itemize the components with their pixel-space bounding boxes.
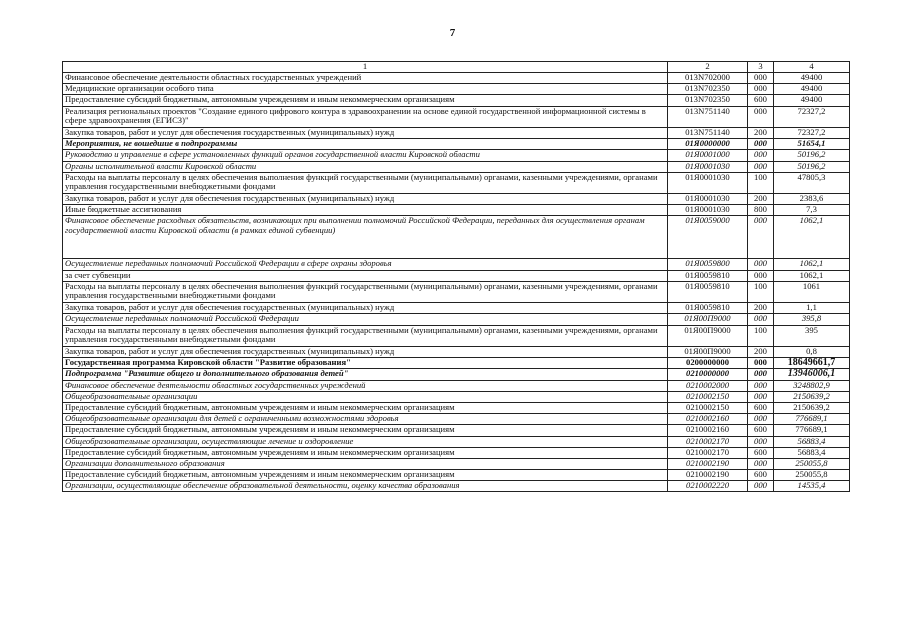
row-name-cell: Предоставление субсидий бюджетным, автономным учреждениям и иным некоммерческим организациям bbox=[63, 95, 668, 106]
row-name-cell: Расходы на выплаты персоналу в целях обеспечения выполнения функций государственными (муниципальными) органами, казенными учреждениями, органами управления государственными внебюджетными фондами bbox=[63, 281, 668, 302]
table-row bbox=[63, 347, 850, 358]
header-cell-name: 1 bbox=[63, 62, 668, 73]
row-amount-cell: 395 bbox=[774, 325, 850, 346]
table-row bbox=[63, 281, 850, 302]
row-amount-cell: 49400 bbox=[774, 95, 850, 106]
row-type-cell: 200 bbox=[748, 194, 774, 205]
row-code-cell: 01Я0001000 bbox=[668, 150, 748, 161]
table-row bbox=[63, 270, 850, 281]
row-name-cell: Предоставление субсидий бюджетным, автономным учреждениям и иным некоммерческим организациям bbox=[63, 402, 668, 413]
table-row bbox=[63, 161, 850, 172]
row-name-cell: Общеобразовательные организации, осуществляющие лечение и оздоровление bbox=[63, 436, 668, 447]
row-amount-cell: 50196,2 bbox=[774, 161, 850, 172]
table-row bbox=[63, 216, 850, 259]
row-amount-cell: 2383,6 bbox=[774, 194, 850, 205]
row-type-cell: 000 bbox=[748, 358, 774, 369]
row-amount-cell: 1062,1 bbox=[774, 270, 850, 281]
page-number: 7 bbox=[449, 27, 456, 39]
table-row bbox=[63, 391, 850, 402]
row-code-cell: 01Я00П9000 bbox=[668, 314, 748, 325]
row-amount-cell: 395,8 bbox=[774, 314, 850, 325]
row-name-cell: Закупка товаров, работ и услуг для обеспечения государственных (муниципальных) нужд bbox=[63, 303, 668, 314]
table-row bbox=[63, 205, 850, 216]
header-cell-code: 2 bbox=[668, 62, 748, 73]
table-row bbox=[63, 106, 850, 127]
table-row bbox=[63, 73, 850, 84]
row-code-cell: 0200000000 bbox=[668, 358, 748, 369]
table-row bbox=[63, 259, 850, 270]
row-type-cell: 000 bbox=[748, 73, 774, 84]
row-type-cell: 600 bbox=[748, 402, 774, 413]
table-row bbox=[63, 380, 850, 391]
row-name-cell: Предоставление субсидий бюджетным, автономным учреждениям и иным некоммерческим организациям bbox=[63, 425, 668, 436]
row-name-cell: Закупка товаров, работ и услуг для обеспечения государственных (муниципальных) нужд bbox=[63, 127, 668, 138]
row-name-cell: Органы исполнительной власти Кировской области bbox=[63, 161, 668, 172]
table-row bbox=[63, 481, 850, 492]
row-amount-cell: 2150639,2 bbox=[774, 391, 850, 402]
row-name-cell: Подпрограмма "Развитие общего и дополнительного образования детей" bbox=[63, 369, 668, 380]
row-type-cell: 000 bbox=[748, 139, 774, 150]
row-name-cell: Предоставление субсидий бюджетным, автономным учреждениям и иным некоммерческим организациям bbox=[63, 447, 668, 458]
table-row bbox=[63, 470, 850, 481]
row-type-cell: 600 bbox=[748, 470, 774, 481]
table-row bbox=[63, 436, 850, 447]
row-amount-cell: 3248802,9 bbox=[774, 380, 850, 391]
row-type-cell: 000 bbox=[748, 259, 774, 270]
row-amount-cell: 2150639,2 bbox=[774, 402, 850, 413]
row-type-cell: 000 bbox=[748, 481, 774, 492]
row-amount-cell: 7,3 bbox=[774, 205, 850, 216]
row-code-cell: 0210002220 bbox=[668, 481, 748, 492]
row-code-cell: 013N702350 bbox=[668, 84, 748, 95]
row-amount-cell: 14535,4 bbox=[774, 481, 850, 492]
table-row bbox=[63, 358, 850, 369]
row-code-cell: 0210002190 bbox=[668, 470, 748, 481]
row-type-cell: 200 bbox=[748, 127, 774, 138]
row-name-cell: Руководство и управление в сфере установленных функций органов государственной власти Кировской области bbox=[63, 150, 668, 161]
row-name-cell: Финансовое обеспечение расходных обязательств, возникающих при выполнении полномочий Российской Федерации, переданных для осуществления органам государственной власти Кировской области (в рамках единой субвенции) bbox=[63, 216, 668, 259]
table-row bbox=[63, 458, 850, 469]
row-type-cell: 000 bbox=[748, 216, 774, 259]
row-name-cell: Расходы на выплаты персоналу в целях обеспечения выполнения функций государственными (муниципальными) органами, казенными учреждениями, органами управления государственными внебюджетными фондами bbox=[63, 172, 668, 193]
row-amount-cell: 72327,2 bbox=[774, 127, 850, 138]
row-amount-cell: 72327,2 bbox=[774, 106, 850, 127]
row-code-cell: 0210002170 bbox=[668, 436, 748, 447]
table-row bbox=[63, 425, 850, 436]
header-cell-type: 3 bbox=[748, 62, 774, 73]
row-type-cell: 000 bbox=[748, 84, 774, 95]
row-code-cell: 0210002150 bbox=[668, 391, 748, 402]
row-code-cell: 013N702350 bbox=[668, 95, 748, 106]
table-row bbox=[63, 150, 850, 161]
row-code-cell: 01Я0001030 bbox=[668, 161, 748, 172]
row-type-cell: 000 bbox=[748, 106, 774, 127]
row-name-cell: Иные бюджетные ассигнования bbox=[63, 205, 668, 216]
row-type-cell: 000 bbox=[748, 436, 774, 447]
row-name-cell: Финансовое обеспечение деятельности областных государственных учреждений bbox=[63, 380, 668, 391]
row-name-cell: Расходы на выплаты персоналу в целях обеспечения выполнения функций государственными (муниципальными) органами, казенными учреждениями, органами управления государственными внебюджетными фондами bbox=[63, 325, 668, 346]
table-row bbox=[63, 194, 850, 205]
header-cell-amount: 4 bbox=[774, 62, 850, 73]
row-amount-cell: 1,1 bbox=[774, 303, 850, 314]
table-row bbox=[63, 369, 850, 380]
table-row bbox=[63, 139, 850, 150]
table-header-row bbox=[63, 62, 850, 73]
row-code-cell: 01Я0059810 bbox=[668, 303, 748, 314]
row-name-cell: Осуществление переданных полномочий Российской Федерации в сфере охраны здоровья bbox=[63, 259, 668, 270]
row-code-cell: 01Я0059800 bbox=[668, 259, 748, 270]
table-row bbox=[63, 314, 850, 325]
row-code-cell: 01Я0059810 bbox=[668, 281, 748, 302]
budget-table bbox=[62, 61, 850, 492]
row-name-cell: Осуществление переданных полномочий Российской Федерации bbox=[63, 314, 668, 325]
row-type-cell: 600 bbox=[748, 95, 774, 106]
table-row bbox=[63, 414, 850, 425]
row-code-cell: 01Я0059000 bbox=[668, 216, 748, 259]
row-name-cell: Финансовое обеспечение деятельности областных государственных учреждений bbox=[63, 73, 668, 84]
row-code-cell: 0210002190 bbox=[668, 458, 748, 469]
row-name-cell: Мероприятия, не вошедшие в подпрограммы bbox=[63, 139, 668, 150]
row-type-cell: 600 bbox=[748, 425, 774, 436]
row-type-cell: 200 bbox=[748, 303, 774, 314]
row-code-cell: 0210002150 bbox=[668, 402, 748, 413]
row-code-cell: 01Я00П9000 bbox=[668, 347, 748, 358]
row-amount-cell: 250055,8 bbox=[774, 458, 850, 469]
row-amount-cell: 776689,1 bbox=[774, 414, 850, 425]
row-code-cell: 0210002160 bbox=[668, 414, 748, 425]
row-code-cell: 0210002170 bbox=[668, 447, 748, 458]
row-name-cell: Общеобразовательные организации для детей с ограниченными возможностями здоровья bbox=[63, 414, 668, 425]
row-amount-cell: 51654,1 bbox=[774, 139, 850, 150]
row-type-cell: 000 bbox=[748, 150, 774, 161]
table-row bbox=[63, 447, 850, 458]
row-type-cell: 000 bbox=[748, 369, 774, 380]
table-row bbox=[63, 172, 850, 193]
row-code-cell: 013N751140 bbox=[668, 106, 748, 127]
table-row bbox=[63, 95, 850, 106]
row-name-cell: за счет субвенции bbox=[63, 270, 668, 281]
row-code-cell: 013N702000 bbox=[668, 73, 748, 84]
row-amount-cell: 18649661,7 bbox=[774, 358, 850, 369]
row-code-cell: 0210002160 bbox=[668, 425, 748, 436]
row-amount-cell: 56883,4 bbox=[774, 447, 850, 458]
row-name-cell: Организации, осуществляющие обеспечение образовательной деятельности, оценку качества образования bbox=[63, 481, 668, 492]
row-type-cell: 000 bbox=[748, 314, 774, 325]
row-amount-cell: 0,8 bbox=[774, 347, 850, 358]
row-code-cell: 01Я0001030 bbox=[668, 172, 748, 193]
row-name-cell: Закупка товаров, работ и услуг для обеспечения государственных (муниципальных) нужд bbox=[63, 194, 668, 205]
table-row bbox=[63, 325, 850, 346]
table-row bbox=[63, 303, 850, 314]
row-name-cell: Реализация региональных проектов "Создание единого цифрового контура в здравоохранении на основе единой государственной информационной системы в сфере здравоохранения (ЕГИСЗ)" bbox=[63, 106, 668, 127]
row-code-cell: 01Я0001030 bbox=[668, 205, 748, 216]
row-type-cell: 000 bbox=[748, 380, 774, 391]
row-code-cell: 01Я0059810 bbox=[668, 270, 748, 281]
row-type-cell: 800 bbox=[748, 205, 774, 216]
row-amount-cell: 1061 bbox=[774, 281, 850, 302]
table-row bbox=[63, 127, 850, 138]
row-name-cell: Организации дополнительного образования bbox=[63, 458, 668, 469]
row-amount-cell: 47805,3 bbox=[774, 172, 850, 193]
table-row bbox=[63, 402, 850, 413]
row-amount-cell: 13946006,1 bbox=[774, 369, 850, 380]
row-type-cell: 000 bbox=[748, 270, 774, 281]
row-amount-cell: 49400 bbox=[774, 73, 850, 84]
row-type-cell: 200 bbox=[748, 347, 774, 358]
row-amount-cell: 1062,1 bbox=[774, 216, 850, 259]
row-code-cell: 01Я0001030 bbox=[668, 194, 748, 205]
row-code-cell: 0210002000 bbox=[668, 380, 748, 391]
row-code-cell: 01Я0000000 bbox=[668, 139, 748, 150]
row-type-cell: 000 bbox=[748, 458, 774, 469]
row-amount-cell: 250055,8 bbox=[774, 470, 850, 481]
row-type-cell: 000 bbox=[748, 161, 774, 172]
row-name-cell: Государственная программа Кировской области "Развитие образования" bbox=[63, 358, 668, 369]
row-name-cell: Медицинские организации особого типа bbox=[63, 84, 668, 95]
row-name-cell: Предоставление субсидий бюджетным, автономным учреждениям и иным некоммерческим организациям bbox=[63, 470, 668, 481]
row-amount-cell: 49400 bbox=[774, 84, 850, 95]
row-amount-cell: 776689,1 bbox=[774, 425, 850, 436]
table-row bbox=[63, 84, 850, 95]
row-type-cell: 600 bbox=[748, 447, 774, 458]
row-type-cell: 000 bbox=[748, 391, 774, 402]
row-amount-cell: 56883,4 bbox=[774, 436, 850, 447]
row-code-cell: 0210000000 bbox=[668, 369, 748, 380]
row-type-cell: 100 bbox=[748, 172, 774, 193]
row-amount-cell: 50196,2 bbox=[774, 150, 850, 161]
row-code-cell: 01Я00П9000 bbox=[668, 325, 748, 346]
row-type-cell: 100 bbox=[748, 325, 774, 346]
row-type-cell: 100 bbox=[748, 281, 774, 302]
row-code-cell: 013N751140 bbox=[668, 127, 748, 138]
row-type-cell: 000 bbox=[748, 414, 774, 425]
row-name-cell: Общеобразовательные организации bbox=[63, 391, 668, 402]
row-amount-cell: 1062,1 bbox=[774, 259, 850, 270]
row-name-cell: Закупка товаров, работ и услуг для обеспечения государственных (муниципальных) нужд bbox=[63, 347, 668, 358]
